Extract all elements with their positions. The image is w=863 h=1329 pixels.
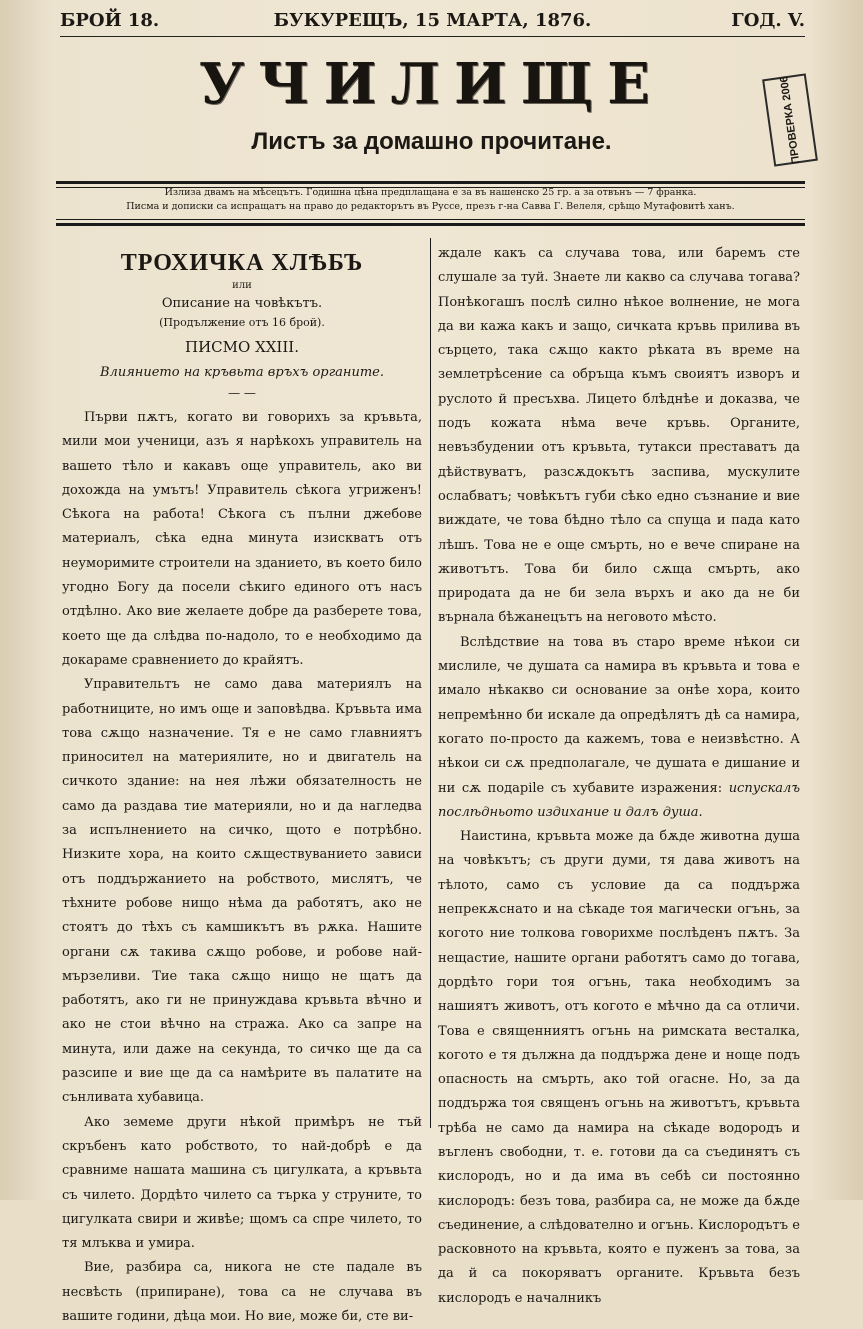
notice-line-1: Излиза двамъ на мѣсецътъ. Годишна цѣна предплащана е за въ нашенско 25 гр. а за отвънъ — 7 франка. [164, 187, 697, 198]
dateline: БУКУРЕЩЪ, 15 МАРТА, 1876. [273, 10, 592, 31]
masthead-line [60, 8, 805, 36]
article-or: или [232, 280, 252, 291]
column-divider [430, 238, 431, 1128]
paragraph-text: Вслѣдствие на това въ старо време нѣкои си мислиле, че душата са намира въ кръвьта и това е имало нѣкакво си основание за онѣе хора, които непремѣнно би искале да опредѣлятъ дѣ са намира, когато по-просто да кажемъ, това е неизвѣстно. А нѣкои си сѫ предполагале, че душата е дишание и ни сѫ подарile съ хубавите изражения: [438, 634, 800, 796]
article-theme: Влиянието на кръвьта връхъ органите. [99, 365, 384, 380]
right-column [438, 242, 800, 1306]
newspaper-subtitle: Листъ за домашно прочитане. [251, 128, 612, 155]
article-divider: — — [228, 386, 256, 400]
italic-quote: испускалъ послѣдньото издихание и далъ душа. [438, 780, 800, 820]
subscription-notice [60, 186, 801, 214]
issue-number: БРОЙ 18. [60, 10, 160, 31]
paragraph [438, 631, 800, 825]
paragraph: Ако земеме други нѣкой примѣръ не тъй скръбенъ като робството, то най-добрѣ е да сравниме нашата машина съ цигулката, а кръвьта съ чилето. Дордѣто чилето са търкa у струните, то цигулката свири и живѣе; щомъ са спре чилето, то тя млъква и умира. [62, 1114, 422, 1252]
paragraph: Първи пѫтъ, когато ви говорихъ за кръвьта, мили мои ученици, азъ я нарѣкохъ управитель на вашето тѣло и какавъ още управитель, ако ви дохожда на умътъ! Управитель сѣкога угриженъ! Сѣкога на работа! Сѣкога съ пълни джебове материалъ, сѣка една минута изискватъ отъ неуморимите строители на зданието, въ което било угодно Богу да посели сѣкиго единого отъ насъ отдѣлно. Ако вие желаете добре да разберете това, което ще да слѣдва по-надоло, то е необходимо да докараме сравнението до крайятъ. [62, 410, 422, 668]
article-subtitle: Описание на човѣкътъ. [161, 296, 323, 311]
notice-rule-thin [56, 219, 805, 220]
notice-line-2: Писма и дописки са испращатъ на право до редакторътъ въ Руссе, презъ г-на Савва Г. Велеля, срѣщо Мутафовитѣ ханъ. [126, 201, 735, 212]
article-letter-number: ПИСМО XXIII. [185, 338, 299, 356]
paragraph: Наистина, кръвьта може да бѫде животна душа на човѣкътъ; съ други думи, тя дава животъ на тѣлото, само съ условие да са поддържа непрекѫснато и на сѣкаде тоя магически огънь, за когото ние толкова говорихме послѣденъ пѫтъ. За нещастие, нашите органи работятъ само до тогава, дордѣто гори тоя огънь, така необходимъ за нашиятъ животъ, отъ когото е мѣчно да са отличи. Това е священниятъ огънь на римската весталка, когото е тя дължна да поддържа дене и ноще подъ опасность на смърть, ако той огасне. Но, за да поддържа тоя священъ огънь на животътъ, кръвьта трѣба не само да намира на сѣкаде водородъ и въгленъ свободни, т. е. готови да са съединятъ съ кислородъ, но и да има въ себѣ си постоянно кислородъ: безъ това, разбира са, не може да бѫде съединение, а слѣдователно и огънь. Кислородътъ е расковното на кръвьта, която е пуженъ за това, за да й са покоряватъ органите. Кръвьта безъ кислородъ е началникъ [438, 829, 800, 1306]
year-number: ГОД. V. [731, 10, 805, 31]
notice-rule-thick [56, 223, 805, 226]
newspaper-title: УЧИЛИЩЕ [198, 51, 664, 117]
left-column [62, 244, 422, 1324]
paragraph: ждале какъ са случава това, или баремъ сте слушале за туй. Знаете ли какво са случава тогава? Понѣкогашъ послѣ силно нѣкое волнение, не мога да ви кажа какъ и защо, сичката кръвь прилива въ сърцето, така сѫщо както рѣката въ време на землетрѣсение са обръща къмъ своиятъ изворъ и руслото й пресъхва. Лицето блѣднѣе и доказва, че подъ кожата нѣма вече кръвь. Органите, невъзбудении отъ кръвьта, тутакси преставатъ да дѣйствуватъ, разсѫдокътъ заспива, мускулите ослабватъ; човѣкътъ губи сѣко едно съзнание и вие виждате, че това бѣдно тѣло са спуща и пада като лѣшъ. Това не е още смърть, но е вече спиране на животътъ. Това би било сѫща смърть, ако природата да не би зела върхъ и ако да не би върнала бѣжанецътъ на неговото мѣсто. [438, 246, 800, 626]
stamp-text: ПРОВЕРКА 2006 [777, 75, 803, 165]
paragraph: Управительтъ не само дава материялъ на работниците, но имъ още и заповѣдва. Кръвьта има това сѫщо назначение. Тя е не само главниятъ приносител на материялите, но и двигатель на сичкото здание: на нея лѣжи обязателность не само да раздава тие материяли, но и да нагледва за испълнението на сичко, щото е потрѣбно. Низките хора, на които сѫществуванието зависи отъ поддържанието на робството, мислятъ, че тѣхните робове нищо нѣма да работятъ, ако не стоятъ до тѣхъ съ камшикътъ въ рѫка. Нашите органи сѫ такива сѫщо робове, и робове най-мързеливи. Тие така сѫщо нищо не щатъ да работятъ, ако ги не принуждава кръвьта вѣчно и ако не стои вѣчно на стража. Ако са запре на минута, или даже на секунда, то сичко ще да са разсипе и вие ще да са намѣрите въ палатите на сънливата хубавица. [62, 677, 422, 1106]
header-rule-thick [56, 181, 805, 184]
top-rule [60, 36, 805, 37]
paragraph: Вие, разбира са, никога не сте падале въ несвѣсть (припиране), това са не случава въ вашите години, дѣца мои. Но вие, може би, сте ви- [62, 1260, 422, 1324]
article-continuation: (Продължение отъ 16 брой). [159, 316, 325, 329]
article-title: ТРОХИЧКА ХЛѢБЪ [120, 250, 364, 276]
